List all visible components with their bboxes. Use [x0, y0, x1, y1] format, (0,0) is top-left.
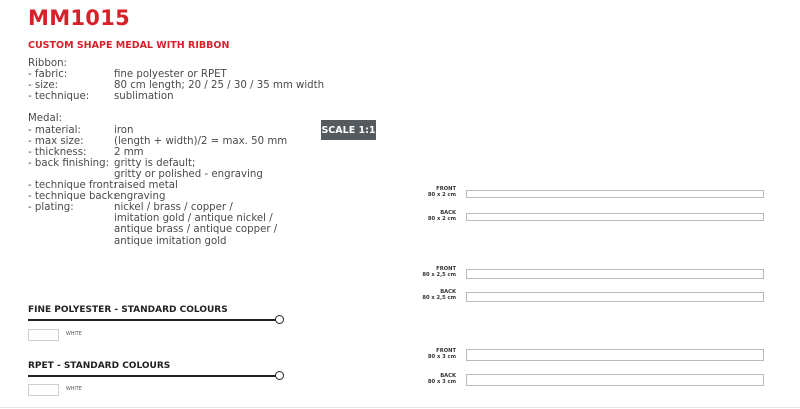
ribbon-preview: [466, 349, 764, 361]
section-rule: [28, 319, 277, 321]
ribbon-preview: [466, 292, 764, 302]
medal-spec-row: [28, 125, 324, 136]
spec-label: - fabric:: [28, 69, 68, 81]
ribbon-size: 80 x 3 cm: [427, 353, 456, 360]
rpet-colours-title: RPET - STANDARD COLOURS: [28, 361, 171, 371]
medal-spec-row: [28, 180, 324, 191]
spec-label: [28, 224, 114, 235]
ribbon-heading: [28, 58, 324, 69]
ribbon-label: [396, 211, 456, 222]
ribbon-spec-row: [28, 91, 324, 102]
ribbon-preview: [466, 374, 764, 386]
spec-label: - technique back:: [28, 191, 117, 203]
ribbon-label: [396, 349, 456, 360]
ribbon-side: BACK: [440, 210, 456, 216]
spec-label: - thickness:: [28, 146, 87, 158]
product-name: CUSTOM SHAPE MEDAL WITH RIBBON: [28, 40, 230, 51]
spec-label: - size:: [28, 80, 59, 92]
ribbon-size: 80 x 2,5 cm: [422, 294, 456, 301]
medal-spec-row: [28, 147, 324, 158]
product-code: MM1015: [28, 6, 131, 30]
ribbon-side: BACK: [440, 373, 456, 379]
medal-spec-row: [28, 202, 324, 213]
ribbon-side: FRONT: [436, 186, 456, 192]
spec-value: imitation gold / antique nickel /: [114, 213, 273, 225]
ribbon-preview: [466, 269, 764, 279]
spec-list: [28, 58, 324, 247]
ribbon-label: [396, 374, 456, 385]
spacer: [28, 102, 324, 113]
spec-value: antique brass / antique copper /: [114, 224, 278, 236]
spec-value: gritty or polished - engraving: [114, 168, 263, 180]
swatch-label: WHITE: [66, 387, 82, 392]
rule-end-circle-icon: [275, 315, 284, 324]
ribbon-label: [396, 290, 456, 301]
spec-value: raised metal: [114, 180, 178, 192]
medal-spec-row: [28, 158, 324, 169]
spec-value: 80 cm length; 20 / 25 / 30 / 35 mm width: [114, 80, 325, 92]
spec-value: gritty is default;: [114, 157, 196, 169]
ribbon-preview: [466, 190, 764, 198]
colour-swatch-white[interactable]: [28, 329, 59, 341]
spec-value: 2 mm: [114, 146, 144, 158]
medal-spec-row: [28, 213, 324, 224]
ribbon-side: BACK: [440, 289, 456, 295]
spec-value: antique imitation gold: [114, 235, 227, 247]
ribbon-spec-row: [28, 69, 324, 80]
spec-label: - back finishing:: [28, 157, 110, 169]
ribbon-heading-text: Ribbon:: [28, 58, 67, 69]
spec-label: - technique:: [28, 91, 90, 103]
spec-value: iron: [114, 124, 134, 136]
spec-value: (length + width)/2 = max. 50 mm: [114, 135, 288, 147]
fine-polyester-colours-title: FINE POLYESTER - STANDARD COLOURS: [28, 305, 228, 315]
ribbon-spec-row: [28, 80, 324, 91]
ribbon-size: 80 x 2,5 cm: [422, 271, 456, 278]
spec-label: [28, 169, 114, 180]
ribbon-label: [396, 267, 456, 278]
ribbon-size: 80 x 2 cm: [427, 191, 456, 198]
medal-spec-row: [28, 236, 324, 247]
rule-end-circle-icon: [275, 371, 284, 380]
ribbon-size: 80 x 3 cm: [427, 378, 456, 385]
medal-spec-row: [28, 224, 324, 235]
scale-badge: SCALE 1:1: [321, 120, 376, 140]
medal-spec-row: [28, 191, 324, 202]
colour-swatch-white[interactable]: [28, 384, 59, 396]
spec-label: - plating:: [28, 202, 74, 214]
section-rule: [28, 375, 277, 377]
swatch-label: WHITE: [66, 332, 82, 337]
ribbon-label: [396, 187, 456, 198]
medal-spec-row: [28, 136, 324, 147]
medal-spec-row: [28, 169, 324, 180]
ribbon-preview: [466, 213, 764, 221]
spec-value: nickel / brass / copper /: [114, 202, 233, 214]
ribbon-size: 80 x 2 cm: [427, 215, 456, 222]
spec-value: fine polyester or RPET: [114, 69, 227, 81]
spec-value: engraving: [114, 191, 166, 203]
spec-value: sublimation: [114, 91, 174, 103]
bottom-divider: [0, 407, 800, 408]
spec-label: [28, 213, 114, 224]
spec-label: [28, 236, 114, 247]
spec-label: - technique front:: [28, 180, 117, 192]
medal-heading-text: Medal:: [28, 113, 63, 125]
ribbon-side: FRONT: [436, 266, 456, 272]
ribbon-side: FRONT: [436, 348, 456, 354]
spec-label: - max size:: [28, 135, 84, 147]
spec-label: - material:: [28, 124, 81, 136]
medal-heading: [28, 113, 324, 124]
